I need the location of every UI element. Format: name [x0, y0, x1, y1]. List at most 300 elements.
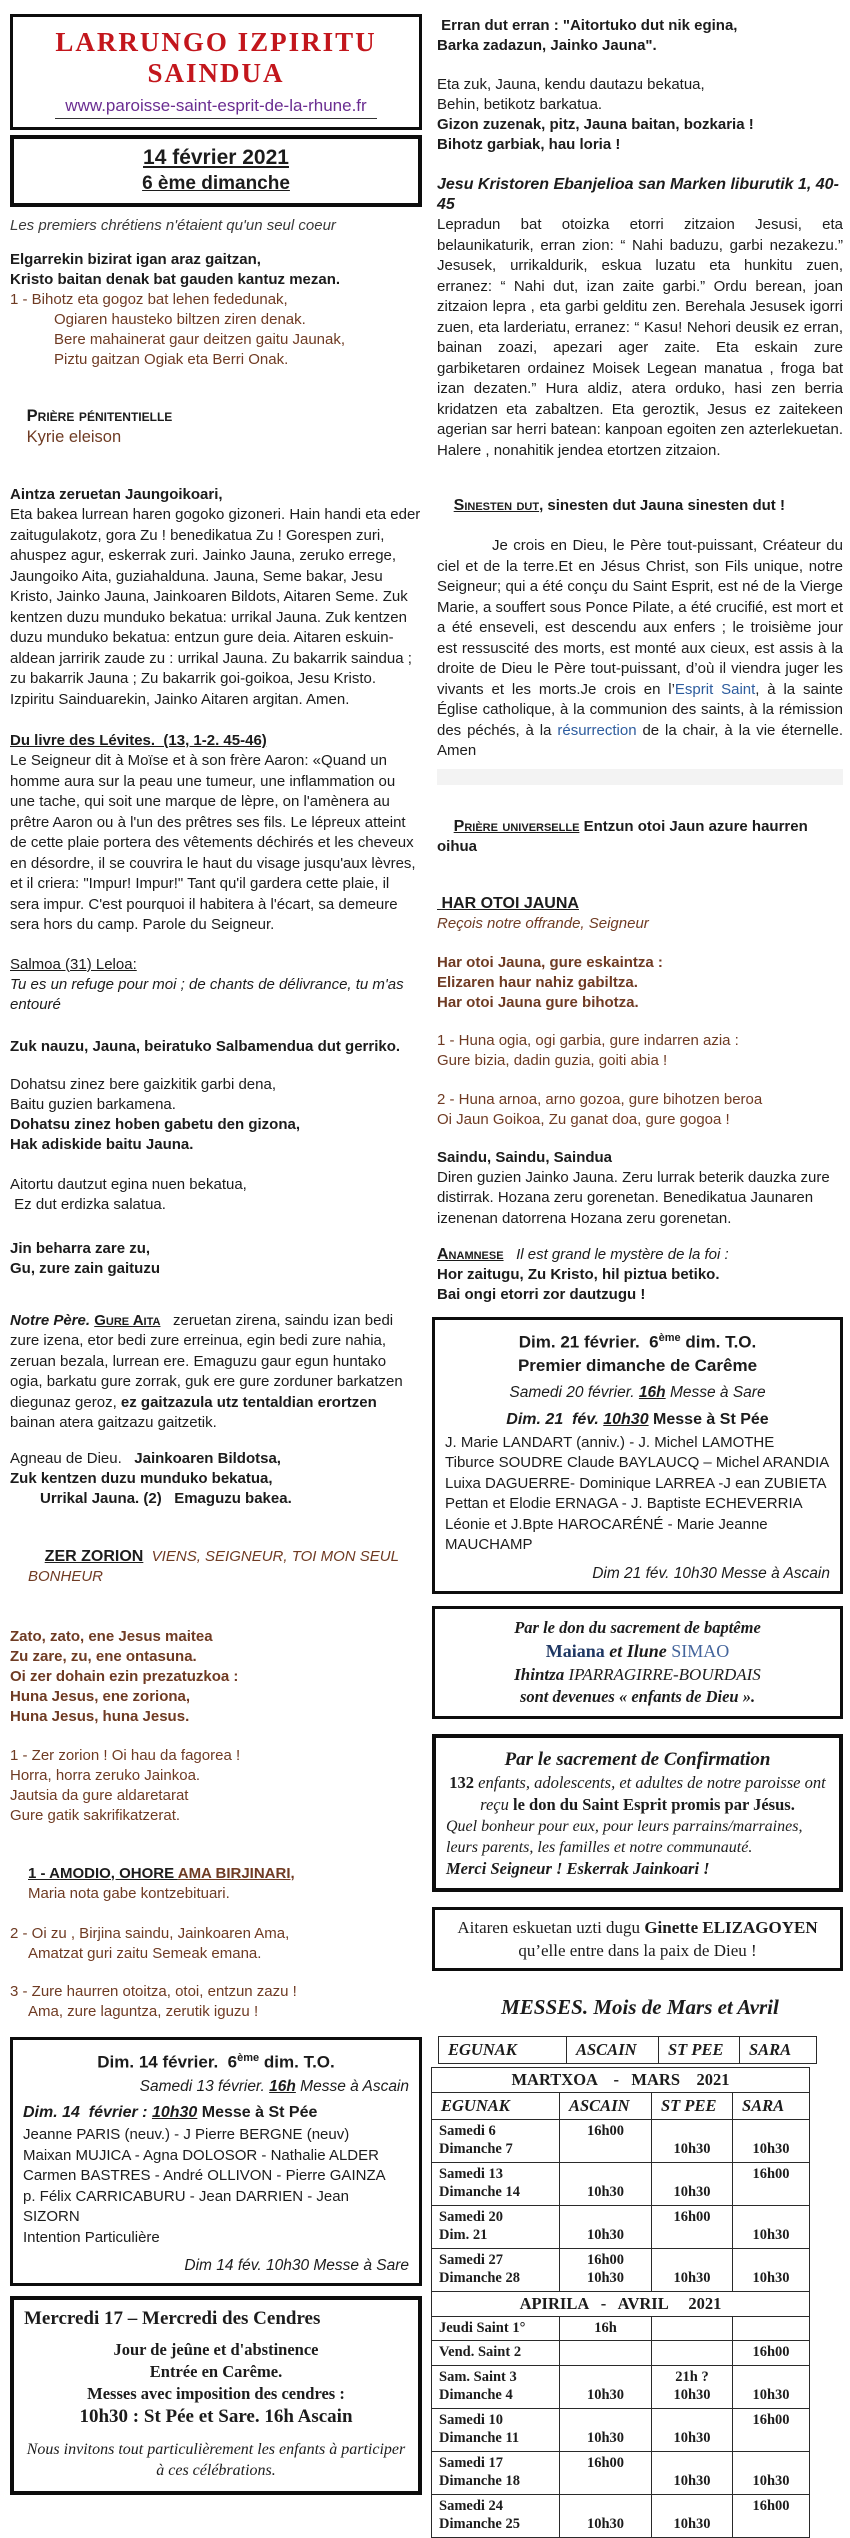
intention-name: Luixa DAGUERRE- Dominique LARREA -J ean ZUBIETA	[445, 1474, 827, 1492]
messes-day: Jeudi Saint 1°	[439, 2319, 526, 2336]
baptism-name: Maiana	[545, 1640, 605, 1661]
intention-name: Maixan MUJICA - Agna DOLOSOR - Nathalie ALDER	[23, 2146, 379, 2164]
messes-time: 10h30	[586, 2184, 625, 2201]
sunday-mass: Dim. 14 février :	[23, 2104, 152, 2122]
box-title-tail: dim. T.O.	[259, 2052, 335, 2072]
hymn-line: Elgarrekin bizirat igan araz gaitzan,	[10, 251, 261, 268]
sanctus-section	[437, 1148, 843, 1230]
psalm-verse-1	[10, 1075, 422, 1155]
ashes-times: 10h30 : St Pée et Sare. 16h Ascain	[79, 2406, 353, 2428]
confirmation-thanks: Merci Seigneur ! Eskerrak Jainkoari !	[446, 1858, 710, 1878]
mass-place: Messe à Ascain	[295, 2078, 409, 2096]
intentions-list	[445, 1433, 830, 1556]
section-label: Sinesten dut	[453, 497, 540, 514]
zer-zorion-heading	[10, 1527, 422, 1607]
intention-name: J. Marie LANDART (anniv.) - J. Michel LAMOTHE	[445, 1433, 775, 1451]
parish-url: www.paroisse-saint-esprit-de-la-rhune.fr	[55, 96, 376, 119]
messes-day-cell	[432, 2365, 560, 2408]
messes-time-cell	[560, 2162, 652, 2205]
psalm-refrain: Zuk nauzu, Jauna, beiratuko Salbamendua dut gerriko.	[10, 1037, 401, 1055]
messes-row	[432, 2119, 810, 2162]
intention-name: Tiburce SOUDRE Claude BAYLAUCQ – Michel ARANDIA	[445, 1454, 830, 1472]
confirmation-bold: le don du Saint Esprit promis par Jésus.	[513, 1794, 795, 1814]
box-title-tail: dim. T.O.	[680, 1332, 757, 1352]
messes-col-header: EGUNAK	[432, 2092, 560, 2119]
entry-hymn	[10, 250, 422, 370]
messes-time: 10h30	[752, 2141, 790, 2158]
messes-time: 16h00	[752, 2497, 790, 2514]
messes-time: 10h30	[752, 2227, 790, 2244]
right-column	[437, 0, 843, 2538]
messes-time-cell	[652, 2408, 733, 2451]
messes-time-cell	[652, 2365, 733, 2408]
date-box	[10, 135, 422, 207]
psalm-verse-2	[10, 1175, 422, 1215]
eta-zuk-verse	[437, 75, 843, 155]
messes-time	[652, 2226, 732, 2245]
notre-pere-bold: ez gaitzazula utz tentaldian erortzen	[120, 1393, 377, 1411]
messes-time-cell	[733, 2451, 810, 2494]
messes-time: 10h30	[752, 2387, 790, 2404]
messes-time	[733, 2251, 809, 2270]
credo-text	[437, 536, 843, 762]
hymn-line: Gure bizia, dadin guzia, goiti abia !	[437, 1051, 668, 1069]
mass-place: Messe à Sare	[665, 1383, 766, 1401]
psalm-line: Jin beharra zare zu,	[10, 1239, 151, 1257]
credo-part: Je crois en Dieu, le Père tout-puissant, Créateur du ciel et de la terre.Et en Jésus Christ, son Fils unique, notre Seigneur; qui a été conçu du Saint Esprit, est né de la Vierge Marie, a souffert sous Ponce Pilate, a été crucifié, est mort et a été enseveli, est descendu aux enfers ; le troisième jour est ressuscité des morts, est monté aux cieux, est assis à la droite de Dieu le Père tout-puissant, d’où il viendra juger les vivants et les morts.Je crois en l’	[437, 537, 843, 698]
hymn-line: Horra, horra zeruko Jainkoa.	[10, 1766, 201, 1784]
hymn-title: HAR OTOI JAUNA	[437, 894, 579, 912]
psalm-line: Aitortu dautzut egina nuen bekatua,	[10, 1175, 247, 1193]
pu-text: Entzun otoi Jaun azure haurren oihua	[437, 817, 812, 855]
har-otoi-chorus	[437, 953, 843, 1013]
fast-note: Jour de jeûne et d'abstinence	[113, 2340, 319, 2360]
hymn-line: Gizon zuzenak, pitz, Jauna baitan, bozkaria !	[437, 116, 754, 133]
funeral-box	[432, 1907, 843, 1971]
messes-day-cell	[432, 2316, 560, 2341]
box-title: Dim. 21 février. 6	[518, 1332, 659, 1352]
parish-header-box	[10, 14, 422, 130]
messes-col-header: ST PEE	[659, 2036, 740, 2063]
messes-time: 16h	[594, 2319, 617, 2336]
messes-time: 10h30	[586, 2227, 625, 2244]
messes-time	[652, 2319, 732, 2338]
messes-row	[432, 2205, 810, 2248]
messes-day-cell	[432, 2162, 560, 2205]
messes-time	[733, 2429, 809, 2448]
messes-time	[560, 2472, 651, 2491]
messes-time: 10h30	[673, 2516, 711, 2533]
zer-zorion-verse	[10, 1746, 422, 1826]
messes-day: Samedi 20	[439, 2208, 504, 2225]
agnus-line: Urrikal Jauna. (2) Emaguzu bakea.	[40, 1489, 292, 1507]
anamnese-line: Bai ongi etorri zor dautzugu !	[437, 1286, 646, 1303]
messes-time-cell	[733, 2316, 810, 2341]
confirmation-count: 132	[449, 1772, 475, 1792]
hymn-line: Bihotz garbiak, hau loria !	[437, 136, 621, 153]
messes-day: Samedi 6	[439, 2122, 496, 2139]
messes-time: 10h30	[673, 2430, 711, 2447]
messes-day: Dimanche 11	[439, 2430, 520, 2447]
intention-name: Léonie et J.Bpte HAROCARÉNÉ - Marie Jeanne MAUCHAMP	[445, 1515, 772, 1554]
messes-day: Dimanche 28	[439, 2270, 520, 2287]
confirmation-title: Par le sacrement de Confirmation	[504, 1748, 771, 1770]
hymn-line: Bere mahainerat gaur deitzen gaitu Jaunak,	[54, 331, 346, 348]
messes-day: Samedi 24	[439, 2497, 504, 2514]
hymn-line: Oi zer dohain ezin prezatuzkoa :	[10, 1667, 239, 1685]
lent-note: Entrée en Carême.	[149, 2362, 283, 2382]
sanctus-text: Diren guzien Jainko Jauna. Zeru lurrak beterik dauzka zure distirrak. Hozana zeru gorenetan. Benedikatua Jaunaren izenenan datorrena Hozana zeru gorenetan.	[437, 1168, 830, 1227]
hymn-line: Eta zuk, Jauna, kendu dautazu bekatua,	[437, 76, 705, 93]
hymn-line: Gure gatik sakrifikatzerat.	[10, 1806, 181, 1824]
agnus-label: Agneau de Dieu.	[10, 1449, 135, 1467]
masses-box-feb21	[432, 1317, 843, 1594]
saturday-mass: Samedi 20 février.	[509, 1383, 639, 1401]
psalm-line: Ez dut erdizka salatua.	[10, 1195, 166, 1213]
messes-time-cell	[560, 2248, 652, 2291]
messes-time-cell	[652, 2494, 733, 2537]
messes-day: Dimanche 14	[439, 2184, 520, 2201]
sunday-mass: Dim. 21 fév.	[506, 1410, 604, 1428]
messes-time: 10h30	[673, 2184, 711, 2201]
hymn-line: 2 - Oi zu , Birjina saindu, Jainkoaren Ama,	[10, 1924, 290, 1942]
hymn-line: Elizaren haur nahiz gabiltza.	[437, 973, 638, 991]
messes-time: 16h00	[752, 2411, 790, 2428]
messes-time: 10h30	[586, 2516, 625, 2533]
gloria-text: Eta bakea lurrean haren gogoko gizoneri. Hain handi eta eder zaitugulakotz, gora Zu ! benedikatua Zu ! Gorespen zuri, ahuspez agur, eskerrak zuri. Jainko Jauna, zeruko errege, Jaungoiko Aita, guziahalduna. Jauna, Seme bakar, Jesu Kristo, Jainko Jauna, Jainkoaren Bildots, Aitaren Seme. Zuk kentzen duzu munduko bekatua: urrikal Jauna. Zuk kentzen duzu munduko bekatua: entzun gure deia. Aitaren eskuin-aldean jarririk zaude zu : urrikal Jauna. Zu bakarrik saindua ; zu bakarrik Jauna ; Zu bakarrik goi-goikoa, Jesu Kristo. Izpiritu Sainduarekin, Jainko Aitaren argitan. Amen.	[10, 506, 421, 708]
hymn-title: 1 - AMODIO, OHORE	[28, 1864, 178, 1882]
psalm-antiphon: Tu es un refuge pour moi ; de chants de délivrance, tu m'as entouré	[10, 975, 404, 1013]
bulletin-date: 14 février 2021	[143, 146, 289, 169]
messes-time-cell	[560, 2341, 652, 2366]
messes-time	[560, 2165, 651, 2184]
messes-day: Vend. Saint 2	[439, 2344, 522, 2361]
intention-name: p. Félix CARRICABURU - Jean DARRIEN - Jean SIZORN	[23, 2187, 354, 2226]
hymn-line: Behin, betikotz barkatua.	[437, 96, 603, 113]
messes-time-cell	[652, 2341, 733, 2366]
psalm-line: Gu, zure zain gaituzu	[10, 1259, 161, 1277]
messes-time: 16h00	[586, 2251, 625, 2268]
ordinal-sup: ème	[658, 1332, 681, 1344]
confirmation-text: enfants, adolescents, et adultes de notre paroisse ont reçu	[474, 1772, 826, 1814]
messes-time-cell	[560, 2451, 652, 2494]
messes-time: 10h30	[586, 2430, 625, 2447]
messes-time	[652, 2343, 732, 2362]
scan-artifact-band	[437, 769, 843, 785]
messes-day: Samedi 17	[439, 2454, 504, 2471]
messes-time-cell	[733, 2162, 810, 2205]
har-otoi-verse-1	[437, 1031, 843, 1071]
confirmation-box	[432, 1734, 843, 1892]
psalm-heading: Salmoa (31) Leloa:	[10, 955, 137, 973]
messes-time	[652, 2251, 732, 2270]
messes-time	[560, 2343, 651, 2362]
messes-time	[733, 2515, 809, 2534]
messes-time	[652, 2122, 732, 2141]
anamnese-section	[437, 1245, 843, 1305]
intention-name: Jeanne PARIS (neuv.) - J Pierre BERGNE (neuv)	[23, 2126, 350, 2144]
messes-time-cell	[652, 2119, 733, 2162]
messes-row	[432, 2248, 810, 2291]
box-title: Mercredi 17 – Mercredi des Cendres	[24, 2308, 321, 2330]
messes-day-cell	[432, 2494, 560, 2537]
anamnese-intro: Il est grand le mystère de la foi :	[503, 1246, 729, 1263]
agnus-line: Zuk kentzen duzu munduko bekatua,	[10, 1469, 273, 1487]
psalm-line: Hak adiskide baitu Jauna.	[10, 1135, 194, 1153]
messes-day: Sam. Saint 3	[439, 2368, 517, 2385]
messes-col-header: EGUNAK	[439, 2036, 567, 2063]
notre-pere	[10, 1311, 422, 1434]
gospel-section	[437, 175, 843, 461]
hymn-line: Maria nota gabe kontzebituari.	[28, 1884, 230, 1902]
messes-time-cell	[560, 2316, 652, 2341]
messes-col-header: ASCAIN	[560, 2092, 652, 2119]
notre-pere-label: Notre Père.	[10, 1311, 91, 1329]
priere-universelle	[437, 797, 843, 877]
psalm-line: Dohatsu zinez hoben gabetu den gizona,	[10, 1115, 301, 1133]
messes-time: 21h ?	[675, 2368, 709, 2385]
messes-time-cell	[560, 2365, 652, 2408]
messes-day: Dimanche 18	[439, 2473, 520, 2490]
credo-heading	[437, 476, 843, 536]
hymn-line: 1 - Bihotz eta gogoz bat lehen fededunak,	[10, 291, 288, 308]
hymn-line: Barka zadazun, Jainko Jauna".	[437, 37, 657, 54]
messes-time: 10h30	[673, 2141, 711, 2158]
messes-day: Dimanche 7	[439, 2141, 513, 2158]
messes-day: Samedi 10	[439, 2411, 504, 2428]
anamnese-line: Hor zaitugu, Zu Kristo, hil piztua betiko.	[437, 1266, 720, 1283]
mass-time: 16h	[638, 1383, 666, 1401]
parish-title: LARRUNGO IZPIRITU SAINDUA	[55, 27, 377, 88]
messes-time-cell	[652, 2451, 733, 2494]
psalm-verse-3	[10, 1239, 422, 1279]
box-title: Dim. 14 février. 6	[97, 2052, 238, 2072]
children-invite: Nous invitons tout particulièrement les enfants à participer à ces célébrations.	[26, 2441, 406, 2480]
messes-time-cell	[733, 2205, 810, 2248]
messes-time: 10h30	[586, 2270, 625, 2287]
baptism-box	[432, 1606, 843, 1719]
messes-col-header: SARA	[740, 2036, 817, 2063]
messes-row	[432, 2451, 810, 2494]
confirmation-joy: Quel bonheur pour eux, pour leurs parrains/marraines, leurs parents, les familles et notre communauté.	[446, 1817, 803, 1856]
levites-reading	[10, 731, 422, 936]
mass-time: 10h30	[603, 1410, 649, 1428]
messes-time	[652, 2497, 732, 2516]
messes-row	[432, 2408, 810, 2451]
hymn-line: Huna Jesus, huna Jesus.	[10, 1707, 190, 1725]
hymn-line: Jautsia da gure aldaretarat	[10, 1786, 189, 1804]
hymn-line: 1 - Huna ogia, ogi garbia, gure indarren azia :	[437, 1031, 739, 1049]
section-label: Anamnese	[437, 1246, 504, 1263]
baptism-surname: IPARRAGIRRE-BOURDAIS	[564, 1664, 761, 1684]
hymn-line: Ama, zure laguntza, zerutik iguzu !	[28, 2002, 259, 2020]
credo-heading-rest: , sinesten dut Jauna sinesten dut !	[539, 497, 785, 514]
mass-time: 16h	[269, 2078, 296, 2096]
intention-name: Carmen BASTRES - André OLLIVON - Pierre GAINZA	[23, 2167, 386, 2185]
messes-time	[652, 2454, 732, 2473]
messes-day-cell	[432, 2248, 560, 2291]
saturday-mass: Samedi 13 février.	[139, 2078, 270, 2096]
messes-day: Samedi 13	[439, 2165, 504, 2182]
messes-heading: MESSES. Mois de Mars et Avril	[501, 1994, 779, 2019]
messes-row	[432, 2316, 810, 2341]
sanctus-heading: Saindu, Saindu, Saindua	[437, 1148, 613, 1166]
psalm-line: Dohatsu zinez bere gaizkitik garbi dena,	[10, 1075, 276, 1093]
gloria-lead: Aintza zeruetan Jaungoikoari,	[10, 486, 223, 503]
messes-time-cell	[733, 2365, 810, 2408]
messes-time: 16h00	[586, 2454, 625, 2471]
erran-refrain	[437, 16, 843, 56]
box-subtitle: Premier dimanche de Carême	[517, 1355, 758, 1375]
ordinal-sup: ème	[237, 2051, 260, 2064]
messes-header-table	[438, 2036, 817, 2064]
messes-time	[560, 2368, 651, 2387]
agnus-dei	[10, 1449, 422, 1509]
baptism-title: Par le don du sacrement de baptême	[514, 1617, 761, 1637]
credo-blue-term: résurrection	[557, 721, 637, 739]
har-otoi-verse-2	[437, 1090, 843, 1130]
amodio-verse-2	[10, 1924, 422, 1964]
left-column	[10, 0, 422, 2495]
zer-zorion-chorus	[10, 1627, 422, 1727]
messes-row	[432, 2365, 810, 2408]
hymn-line: Kristo baitan denak bat gauden kantuz mezan.	[10, 271, 341, 288]
messes-month-row: MARTXOA - MARS 2021	[432, 2067, 810, 2092]
baptism-closing: sont devenues « enfants de Dieu ».	[519, 1686, 756, 1706]
funeral-text: Aitaren eskuetan uzti dugu	[457, 1917, 645, 1937]
messes-time	[560, 2497, 651, 2516]
priere-penitentielle	[10, 386, 422, 468]
messes-time	[733, 2208, 809, 2227]
section-label: Prière universelle	[453, 817, 580, 835]
sare-mass-note: Dim 14 fév. 10h30 Messe à Sare	[184, 2257, 409, 2275]
messes-day-cell	[432, 2119, 560, 2162]
messes-time-cell	[733, 2341, 810, 2366]
hymn-line: 3 - Zure haurren otoitza, otoi, entzun zazu !	[10, 1982, 297, 2000]
messes-row	[432, 2162, 810, 2205]
messes-day-cell	[432, 2408, 560, 2451]
intentions-list	[23, 2125, 409, 2248]
har-otoi-section	[437, 894, 843, 934]
hymn-line: Piztu gaitzan Ogiak eta Berri Onak.	[54, 351, 289, 368]
gloria-section	[10, 485, 422, 710]
intro-quote: Les premiers chrétiens n'étaient qu'un seul coeur	[10, 217, 336, 234]
messes-day: Dimanche 4	[439, 2387, 513, 2404]
messes-time-cell	[733, 2119, 810, 2162]
funeral-name: Ginette ELIZAGOYEN	[644, 1917, 818, 1937]
messes-time-cell	[560, 2119, 652, 2162]
messes-time: 16h00	[673, 2208, 711, 2225]
messes-row	[432, 2494, 810, 2537]
messes-time: 16h00	[752, 2344, 790, 2361]
psalm-line: Baitu guzien barkamena.	[10, 1095, 176, 1113]
hymn-line: Har otoi Jauna gure bihotza.	[437, 993, 639, 1011]
baptism-surname: SIMAO	[671, 1640, 730, 1661]
messes-time-cell	[560, 2494, 652, 2537]
messes-time: 16h00	[586, 2122, 625, 2139]
credo-part: , à la sainte Église catholique, à la communion des saints, à la rémission des péchés, à la	[437, 680, 844, 739]
section-label: Prière pénitentielle	[26, 407, 173, 425]
hymn-line: 1 - Zer zorion ! Oi hau da fagorea !	[10, 1746, 241, 1764]
messes-time-cell	[652, 2205, 733, 2248]
messes-col-header: SARA	[733, 2092, 810, 2119]
messes-time: 10h30	[673, 2270, 711, 2287]
hymn-line: 2 - Huna arnoa, arno gozoa, gure bihotzen beroa	[437, 1090, 763, 1108]
hymn-line: Zato, zato, ene Jesus maitea	[10, 1627, 213, 1645]
intention-name: Intention Particulière	[23, 2228, 160, 2246]
hymn-subtitle: VIENS, SEIGNEUR, TOI MON SEUL BONHEUR	[28, 1547, 403, 1585]
hymn-line: Erran dut erran : "Aitortuko dut nik egina,	[437, 17, 738, 34]
amodio-verse-3	[10, 1982, 422, 2022]
kyrie-text: Kyrie eleison	[26, 428, 122, 446]
messes-time-cell	[733, 2408, 810, 2451]
amodio-section	[10, 1864, 422, 1904]
messes-time	[733, 2368, 809, 2387]
hymn-subtitle: Reçois notre offrande, Seigneur	[437, 914, 649, 932]
hymn-line: Amatzat guri zaitu Semeak emana.	[28, 1944, 262, 1962]
hymn-title: ZER ZORION	[44, 1547, 144, 1565]
messes-time-cell	[652, 2248, 733, 2291]
messes-time	[652, 2165, 732, 2184]
messes-day: Dim. 21	[439, 2227, 488, 2244]
messes-time	[733, 2454, 809, 2473]
messes-time-cell	[652, 2162, 733, 2205]
messes-day-cell	[432, 2341, 560, 2366]
credo-part: de la chair, à la vie éternelle. Amen	[437, 721, 843, 759]
mass-time: 10h30	[151, 2104, 198, 2122]
messes-time	[560, 2208, 651, 2227]
hymn-line: Oi Jaun Goikoa, Zu ganat doa, gure gogoa !	[437, 1110, 730, 1128]
reading-text: Le Seigneur dit à Moïse et à son frère Aaron: «Quand un homme aura sur la peau une tumeur, une inflammation ou une tache, qui soit une marque de lèpre, on l'amènera au prêtre Aaron ou à l'un des prêtres ses fils. Le lépreux atteint de cette plaie portera des vêtements déchirés et les cheveux en désordre, il se couvrira le haut du visage jusqu'aux lèvres, et il criera: "Impur! Impur!" Tant qu'il gardera cette plaie, il sera impur. C'est pourquoi il habitera à l'écart, sa demeure sera hors du camp. Parole du Seigneur.	[10, 752, 416, 933]
messes-time	[733, 2122, 809, 2141]
mass-place: Messe à St Pée	[648, 1410, 769, 1428]
gospel-heading: Jesu Kristoren Ebanjelioa san Marken liburutik 1, 40-45	[437, 176, 839, 213]
hymn-line: Huna Jesus, ene zoriona,	[10, 1687, 191, 1705]
messes-time-cell	[733, 2494, 810, 2537]
messes-time: 10h30	[673, 2473, 711, 2490]
hymn-title-accent: AMA BIRJINARI,	[177, 1864, 295, 1882]
psalm-section	[10, 955, 422, 1016]
hymn-line: Har otoi Jauna, gure eskaintza :	[437, 953, 663, 971]
bulletin-sunday: 6 ème dimanche	[142, 173, 290, 194]
messes-time	[733, 2319, 809, 2338]
reading-heading: Du livre des Lévites. (13, 1-2. 45-46)	[10, 732, 267, 749]
messes-time	[733, 2183, 809, 2202]
messes-time-cell	[733, 2248, 810, 2291]
messes-time: 10h30	[752, 2270, 790, 2287]
masses-box-feb14	[10, 2037, 422, 2287]
messes-time	[652, 2411, 732, 2430]
hymn-line: Zu zare, zu, ene ontasuna.	[10, 1647, 197, 1665]
messes-main-table	[431, 2067, 810, 2538]
messes-time-cell	[560, 2205, 652, 2248]
messes-time: 10h30	[586, 2387, 625, 2404]
messes-day-cell	[432, 2205, 560, 2248]
mass-place: Messe à St Pée	[197, 2104, 318, 2122]
baptism-name: Ihintza	[514, 1664, 565, 1684]
messes-time: 10h30	[752, 2473, 790, 2490]
ash-wednesday-box	[10, 2296, 422, 2495]
intention-name: Pettan et Elodie ERNAGA - J. Baptiste ECHEVERRIA	[445, 1495, 803, 1513]
ashes-note: Messes avec imposition des cendres :	[87, 2384, 345, 2404]
notre-pere-tail: bainan atera gaitzazu gaitzetik.	[10, 1414, 217, 1431]
hymn-line: Ogiaren hausteko biltzen ziren denak.	[54, 311, 306, 328]
ascain-mass-note: Dim 21 fév. 10h30 Messe à Ascain	[592, 1564, 830, 1582]
gure-aita-label: Gure Aita	[94, 1311, 161, 1329]
messes-month-row: APIRILA - AVRIL 2021	[432, 2291, 810, 2316]
messes-row	[432, 2341, 810, 2366]
baptism-connector: et Ilune	[604, 1640, 672, 1661]
